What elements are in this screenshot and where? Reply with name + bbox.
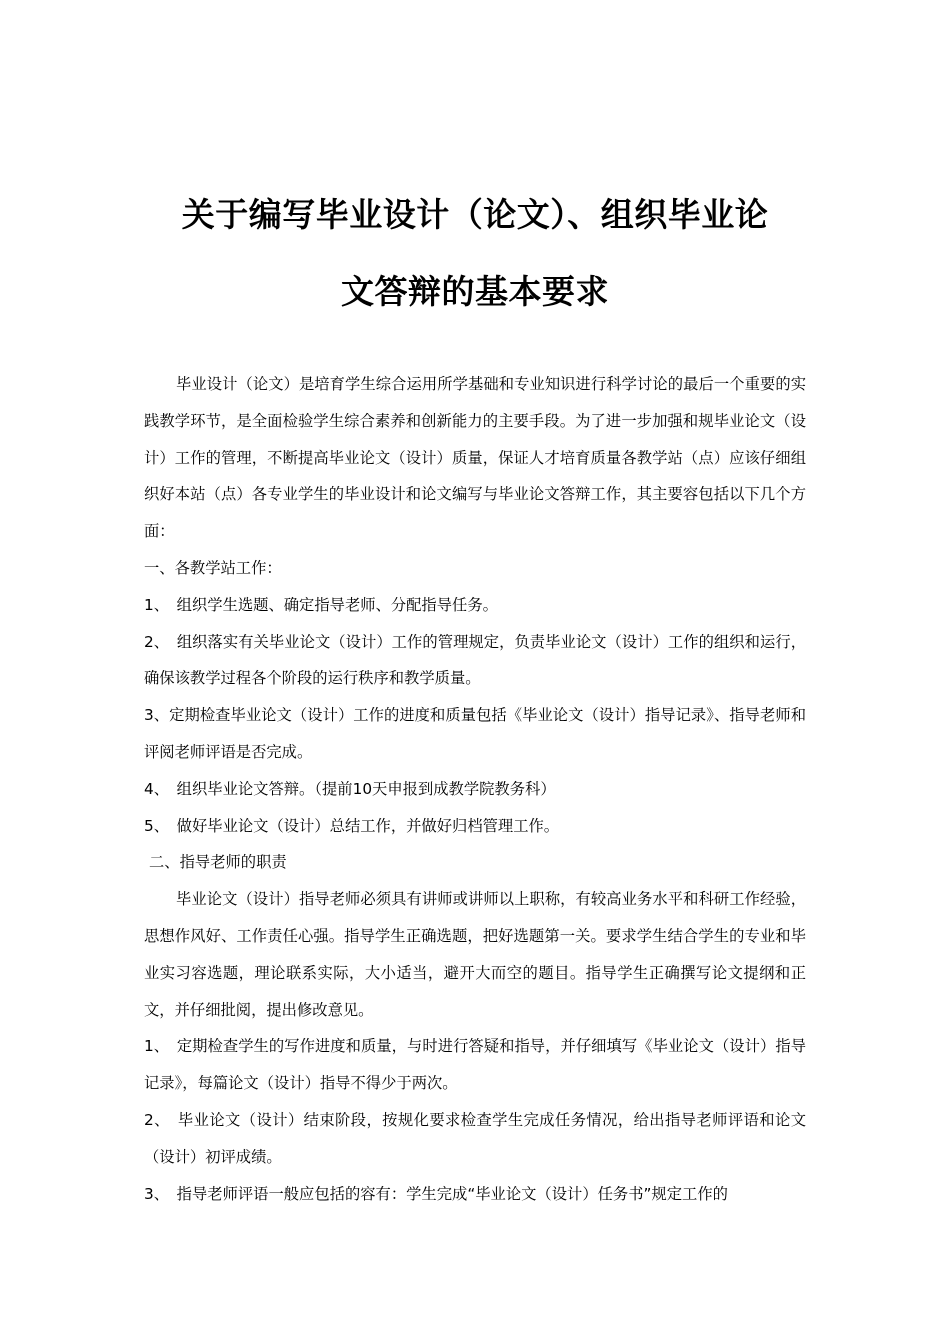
- section-2-item: 2、 毕业论文（设计）结束阶段，按规化要求检查学生完成任务情况，给出指导老师评语和论文（设计）初评成绩。: [144, 1110, 806, 1166]
- section-1-item: 1、 组织学生选题、确定指导老师、分配指导任务。: [144, 595, 498, 614]
- document-title-line-2: 文答辩的基本要求: [341, 272, 609, 311]
- document-title-line-1: 关于编写毕业设计（论文）、组织毕业论: [181, 195, 769, 234]
- section-2-intro-paragraph: 毕业论文（设计）指导老师必须具有讲师或讲师以上职称，有较高业务水平和科研工作经验，思想作风好、工作责任心强。指导学生正确选题，把好选题第一关。要求学生结合学生的专业和毕业实习容选题，理论联系实际，大小适当，避开大而空的题目。指导学生正确撰写论文提纲和正文，并仔细批阅，提出修改意见。: [144, 890, 806, 1019]
- section-1-item: 3、定期检查毕业论文（设计）工作的进度和质量包括《毕业论文（设计）指导记录》、指导老师和评阅老师评语是否完成。: [144, 706, 806, 761]
- intro-paragraph: 毕业设计（论文）是培育学生综合运用所学基础和专业知识进行科学讨论的最后一个重要的实践教学环节，是全面检验学生综合素养和创新能力的主要手段。为了进一步加强和规毕业论文（设计）工作的管理，不断提高毕业论文（设计）质量，保证人才培育质量各教学站（点）应该仔细组织好本站（点）各专业学生的毕业设计和论文编写与毕业论文答辩工作，其主要容包括以下几个方面：: [144, 375, 806, 541]
- section-2-heading: 二、指导老师的职责: [149, 853, 287, 872]
- section-1-item: 2、 组织落实有关毕业论文（设计）工作的管理规定，负责毕业论文（设计）工作的组织和运行，确保该教学过程各个阶段的运行秩序和教学质量。: [144, 632, 806, 688]
- section-1-item: 4、 组织毕业论文答辩。（提前10天申报到成教学院教务科）: [144, 779, 556, 798]
- document-body: [144, 366, 806, 1212]
- section-2-item: 3、 指导老师评语一般应包括的容有：学生完成“毕业论文（设计）任务书”规定工作的: [144, 1184, 728, 1203]
- section-1-heading: 一、各教学站工作：: [144, 558, 282, 577]
- section-2-item: 1、 定期检查学生的写作进度和质量，与时进行答疑和指导，并仔细填写《毕业论文（设计）指导记录》，每篇论文（设计）指导不得少于两次。: [144, 1037, 806, 1093]
- section-1-item: 5、 做好毕业论文（设计）总结工作，并做好归档管理工作。: [144, 816, 560, 835]
